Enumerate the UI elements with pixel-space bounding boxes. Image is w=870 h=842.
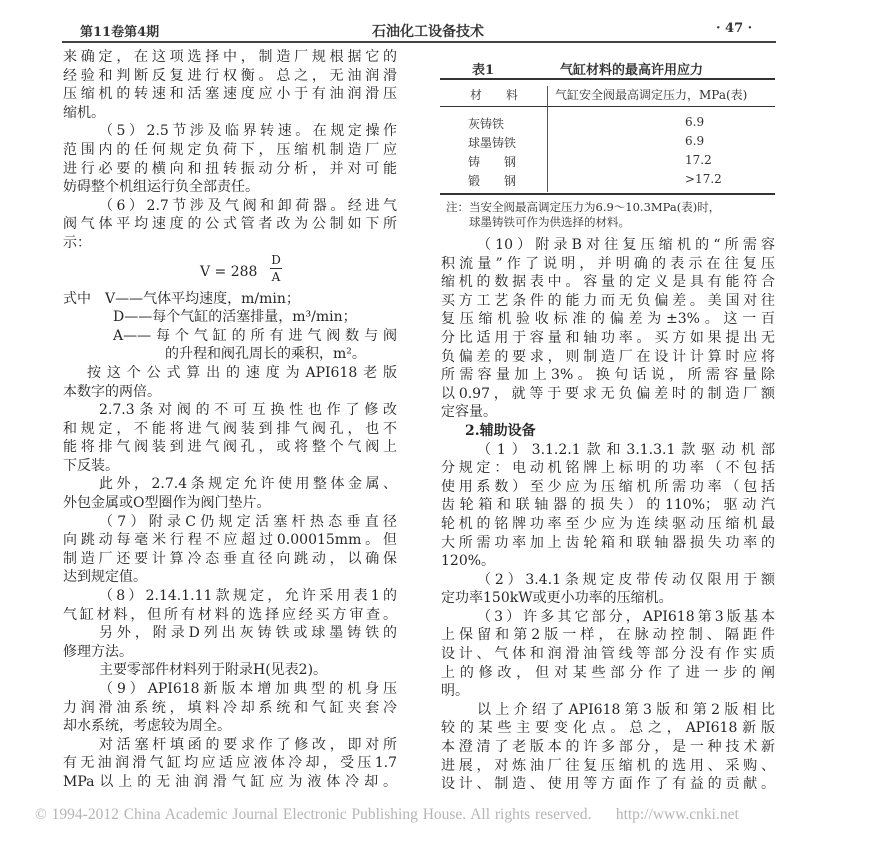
table-cell-material: 球墨铸铁 (468, 136, 517, 150)
fraction-bar (270, 268, 282, 269)
left-column (63, 48, 397, 792)
text-line: 此外，2.7.4条规定允许使用整体金属、 (99, 476, 397, 493)
velocity-formula (63, 253, 397, 290)
table-header-pressure: 气缸安全阀最高调定压力，MPa(表) (555, 88, 748, 102)
text-line: （10）附录B对往复压缩机的“所需容 (477, 237, 775, 253)
text-line: 积流量”作了说明，并明确的表示在往复压 (441, 255, 775, 272)
text-line: 齿轮箱和联轴器的损失）的110%；驱动汽 (441, 497, 775, 514)
text-line: 按这个公式算出的速度为API618老版 (87, 364, 397, 381)
text-line: 范围内的任何规定负荷下，压缩机制造厂应 (63, 141, 397, 158)
text-line: 设计、气体和润滑油管线等部分没有作实质 (441, 646, 775, 663)
text-line: 的升程和阀孔周长的乘积，m²。 (165, 346, 366, 363)
text-line: （3）许多其它部分，API618第3版基本 (477, 608, 775, 625)
text-line: 下反装。 (63, 457, 119, 474)
text-line: 所需容量加上3%。换句话说，所需容量除 (441, 367, 775, 384)
text-line: 式中 V——气体平均速度，m/min； (63, 290, 300, 307)
text-line: 阀气体平均速度的公式管者改为公制如下所 (63, 216, 397, 233)
text-line: 和规定，不能将进气阀装到排气阀孔，也不 (63, 420, 397, 437)
copyright-text: © 1994-2012 China Academic Journal Electronic Publishing House. All rights reserved. (35, 806, 592, 823)
text-line: 定功率150kW或更小功率的压缩机。 (441, 590, 673, 607)
text-line: 压缩机的转速和活塞速度应小于有油润滑压 (63, 86, 397, 103)
text-line: （2）3.4.1条规定皮带传动仅限用于额 (477, 571, 775, 588)
issue-number: 第11卷第4期 (80, 25, 160, 40)
page-number: · 47 · (716, 21, 753, 36)
cnki-url: http://www.cnki.net (615, 806, 739, 823)
text-line: 设计、制造、使用等方面作了有益的贡献。 (441, 776, 775, 793)
text-line: 较的某些主要变化点。总之，API618新版 (441, 720, 775, 737)
text-line: 以上介绍了API618第3版和第2版相比 (477, 701, 775, 718)
section-heading: 2.辅助设备 (465, 422, 536, 439)
formula-lhs: V = 288 (200, 263, 258, 280)
text-line: 来确定，在这项选择中，制造厂规根据它的 (63, 49, 397, 65)
text-line: 力润滑油系统，填料冷却系统和气缸夹套冷 (63, 699, 397, 716)
text-line: 进行必要的横向和扭转振动分析，并对可能 (63, 160, 397, 177)
text-line: A——每个气缸的所有进气阀数与阀 (113, 327, 397, 344)
text-line: 却水系统，考虑较为周全。 (63, 718, 231, 735)
formula-numerator: D (271, 252, 281, 267)
text-line: 定容量。 (441, 404, 497, 421)
text-line: MPa以上的无油润滑气缸应为液体冷却。 (63, 773, 397, 790)
text-line: （6）2.7节涉及气阀和卸荷器。经进气 (99, 197, 397, 214)
formula-fraction (270, 253, 282, 284)
text-line: （1）3.1.2.1款和3.1.3.1款驱动机部 (477, 441, 775, 458)
right-column (441, 236, 775, 794)
table-cell-pressure: 17.2 (685, 153, 712, 167)
text-line: 分比适用于容量和轴功率。买方如果提出无 (441, 329, 775, 346)
footer-copyright (35, 806, 739, 824)
table-cell-material: 锻 钢 (468, 174, 517, 188)
table-note-line-2: 球墨铸铁可作为供选择的材料。 (446, 215, 630, 229)
text-line: 分规定：电动机铭牌上标明的功率（不包括 (441, 460, 775, 477)
table-label: 表1 (472, 63, 495, 78)
table-cell-pressure: >17.2 (685, 172, 722, 186)
text-line: 对活塞杆填函的要求作了修改，即对所 (99, 736, 397, 753)
text-line: 以0.97，就等于要求无负偏差时的制造厂额 (441, 385, 775, 402)
text-line: 轮机的铭牌功率至少应为连续驱动压缩机最 (441, 515, 775, 532)
text-line: 缩机。 (63, 104, 105, 121)
text-line: 上的修改，但对某些部分作了进一步的阐 (441, 664, 775, 681)
text-line: 制造厂还要计算冷态垂直径向跳动，以确保 (63, 550, 397, 567)
text-line: 本澄清了老版本的许多部分，是一种技术新 (441, 739, 775, 756)
text-line: 外包金属或O型圈作为阀门垫片。 (63, 495, 271, 512)
text-line: 缩机的数据表中。容量的定义是具有能符合 (441, 274, 775, 291)
formula-denominator: A (271, 269, 281, 284)
text-line: 有无油润滑气缸均应适应液体冷却，受压1.7 (63, 755, 397, 772)
text-line: 经验和判断反复进行权衡。总之，无油润滑 (63, 67, 397, 84)
text-line: 上保留和第2版一样，在脉动控制、隔距件 (441, 627, 775, 644)
text-line: （8）2.14.1.11款规定，允许采用表1的 (99, 588, 397, 605)
text-line: 120%。 (441, 553, 496, 570)
text-line: 本数字的两倍。 (63, 383, 161, 400)
table-top-rule (440, 78, 775, 80)
text-line: （7）附录C仍规定活塞杆热态垂直径 (99, 513, 397, 530)
header-rule (62, 41, 776, 43)
text-line: （9）API618新版本增加典型的机身压 (99, 681, 397, 697)
text-line: 负偏差的要求，则制造厂在设计计算时应将 (441, 348, 775, 365)
text-line: D——每个气缸的活塞排量，m³/min； (113, 309, 357, 326)
table-cell-material: 灰铸铁 (468, 117, 505, 131)
text-line: （5）2.5节涉及临界转速。在规定操作 (99, 123, 397, 140)
text-line: 明。 (441, 683, 469, 700)
table-bottom-rule (440, 193, 775, 195)
text-line: 向跳动每毫米行程不应超过0.00015mm。但 (63, 532, 397, 549)
text-line: 另外，附录D列出灰铸铁或球墨铸铁的 (99, 625, 397, 642)
text-line: 主要零部件材料列于附录H(见表2)。 (99, 662, 328, 679)
text-line: 示： (63, 234, 91, 251)
table-column-divider (547, 86, 548, 192)
table-cell-pressure: 6.9 (685, 115, 705, 129)
table-cell-material: 铸 钢 (468, 155, 517, 169)
text-line: 买方工艺条件的能力而无负偏差。美国对往 (441, 292, 775, 309)
table-note-line-1: 注：当安全阀最高调定压力为6.9～10.3MPa(表)时， (446, 200, 721, 214)
table-cell-pressure: 6.9 (685, 134, 705, 148)
table-header-material: 材 料 (470, 88, 519, 102)
table-header-rule (440, 106, 775, 107)
text-line: 修理方法。 (63, 643, 133, 660)
table-title: 气缸材料的最高许用应力 (560, 63, 704, 78)
text-line: 进展，对炼油厂往复压缩机的选用、采购、 (441, 757, 775, 774)
text-line: 达到规定值。 (63, 569, 147, 586)
text-line: 使用系数）至少应为压缩机所需功率（包括 (441, 478, 775, 495)
text-line: 能将排气阀装到进气阀孔，或将整个气阀上 (63, 439, 397, 456)
text-line: 气缸材料，但所有材料的选择应经买方审查。 (63, 606, 397, 623)
text-line: 大所需功率加上齿轮箱和联轴器损失功率的 (441, 534, 775, 551)
text-line: 2.7.3条对阀的不可互换性也作了修改 (99, 402, 397, 419)
text-line: 复压缩机验收标准的偏差为±3%。这一百 (441, 311, 775, 328)
text-line: 妨碍整个机组运行负全部责任。 (63, 179, 259, 196)
journal-title: 石油化工设备技术 (372, 24, 484, 40)
